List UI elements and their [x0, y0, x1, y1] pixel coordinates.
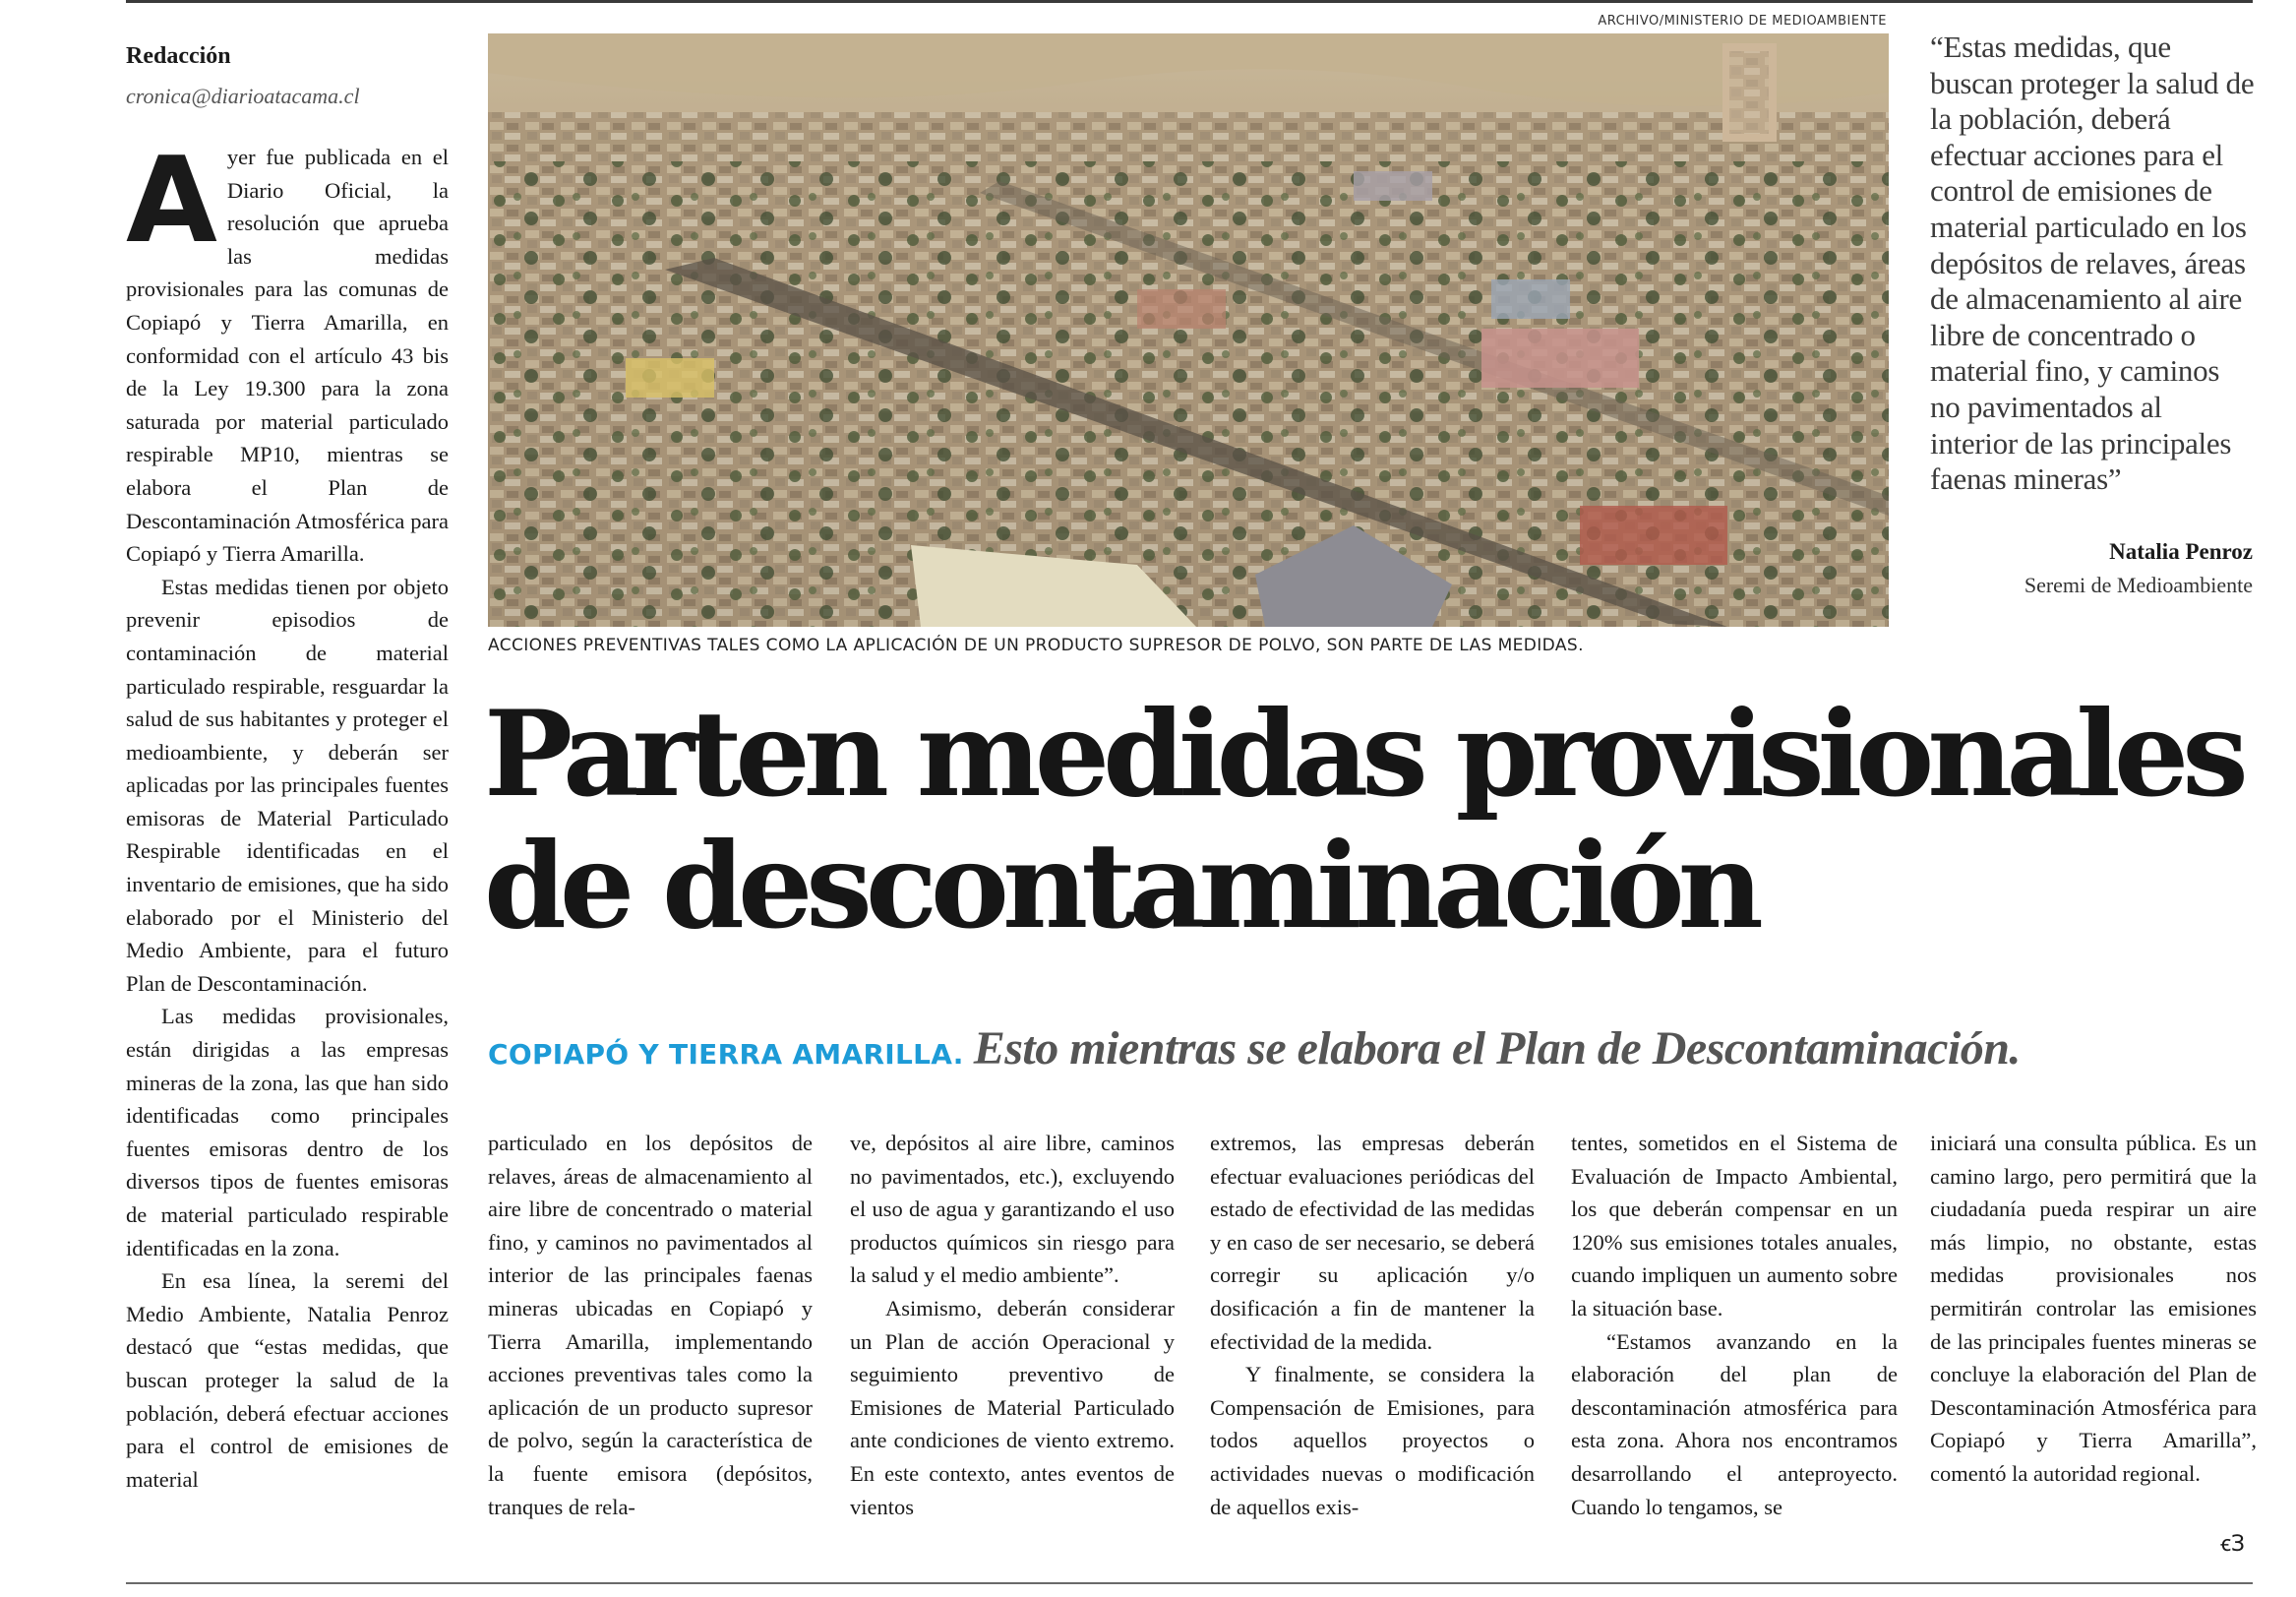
paragraph: particulado en los depósitos de relaves, áreas de almacenamiento al aire libre de concentrado o material fino, y caminos no pavimentados al interior de las principales faenas mineras ubicadas en Copiapó y Tierra Amarilla, implementando acciones preventivas tales como la aplicación de un producto supresor de polvo, según la característica de la fuente emisora (depósitos, tranques de rela- — [488, 1131, 813, 1519]
end-mark-icon: ꞓЗ — [2220, 1532, 2245, 1557]
kicker-location: COPIAPÓ Y TIERRA AMARILLA. — [488, 1038, 964, 1071]
paragraph: Estas medidas tienen por objeto prevenir episodios de contaminación de material particulado respirable, resguardar la salud de sus habitantes y proteger el medioambiente, y deberán ser aplicadas por las principales fuentes emisoras de Material Particulado Respirable identificadas en el inventario de emisiones, que ha sido elaborado por el Ministerio del Medio Ambiente, para el futuro Plan de Descontaminación. — [126, 574, 449, 996]
paragraph: tentes, sometidos en el Sistema de Evaluación de Impacto Ambiental, los que deberán compensar en un 120% sus emisiones totales anuales, cuando impliquen un aumento sobre la situación base. — [1571, 1131, 1898, 1321]
deck-subtitle: Esto mientras se elabora el Plan de Descontaminación. — [973, 1022, 2021, 1075]
photo-caption: ACCIONES PREVENTIVAS TALES COMO LA APLICACIÓN DE UN PRODUCTO SUPRESOR DE POLVO, SON PARTE DE LAS MEDIDAS. — [488, 636, 1584, 655]
headline-line-2: de descontaminación — [484, 817, 1757, 955]
lead-paragraph: Ayer fue publicada en el Diario Oficial, la resolución que aprueba las medidas provisionales para las comunas de Copiapó y Tierra Amarilla, en conformidad con el artículo 43 bis de la Ley 19.300 para la zona saturada por material particulado respirable MP10, mientras se elabora el Plan de Descontaminación Atmosférica para Copiapó y Tierra Amarilla. — [126, 133, 449, 567]
quote-author-role: Seremi de Medioambiente — [2024, 573, 2253, 597]
paragraph: En esa línea, la seremi del Medio Ambiente, Natalia Penroz destacó que “estas medidas, que buscan proteger la salud de la población, deberá efectuar acciones para el control de emisiones de material — [126, 1268, 449, 1492]
body-column-4 — [1210, 1127, 1535, 1523]
headline-line-1: Parten medidas provisionales — [484, 685, 2242, 824]
paragraph: ve, depósitos al aire libre, caminos no pavimentados, etc.), excluyendo el uso de agua y garantizando el uso productos químicos sin riesgo para la salud y el medio ambiente”. — [850, 1131, 1175, 1288]
bottom-rule — [126, 1582, 2253, 1584]
paragraph: iniciará una consulta pública. Es un camino largo, pero permitirá que la ciudadanía pueda respirar un aire más limpio, no obstante, estas medidas provisionales nos permitirán controlar las emisiones de las principales fuentes mineras se concluye la elaboración del Plan de Descontaminación Atmosférica para Copiapó y Tierra Amarilla”, comentó la autoridad regional. — [1930, 1131, 2257, 1486]
body-column-3 — [850, 1127, 1175, 1523]
body-column-6 — [1930, 1127, 2257, 1491]
photo-credit: ARCHIVO/MINISTERIO DE MEDIOAMBIENTE — [1598, 14, 1887, 29]
byline — [126, 43, 360, 109]
body-column-1 — [126, 133, 449, 1496]
paragraph: Asimismo, deberán considerar un Plan de acción Operacional y seguimiento preventivo de Emisiones de Material Particulado ante condiciones de viento extremo. En este contexto, antes eventos de vientos — [850, 1295, 1175, 1519]
body-column-2 — [488, 1127, 813, 1523]
headline — [484, 685, 2242, 955]
paragraph: Las medidas provisionales, están dirigidas a las empresas mineras de la zona, las que han sido identificadas como principales fuentes emisoras dentro de los diversos tipos de fuentes emisoras de material particulado respirable identificadas en la zona. — [126, 1004, 449, 1260]
paragraph: extremos, las empresas deberán efectuar evaluaciones periódicas del estado de efectividad de las medidas y en caso de ser necesario, se deberá corregir su aplicación y/o dosificación a fin de mantener la efectividad de la medida. — [1210, 1131, 1535, 1354]
kicker — [488, 1021, 2021, 1075]
drop-cap: A — [126, 133, 217, 270]
top-rule — [126, 0, 2253, 3]
pull-quote: “Estas medidas, que buscan proteger la salud de la población, deberá efectuar acciones para el control de emisiones de material particulado en los depósitos de relaves, áreas de almacenamiento al aire libre de concentrado o material fino, y caminos no pavimentados al interior de las principales faenas mineras” — [1930, 30, 2255, 497]
city-aerial-photo — [488, 33, 1889, 627]
body-column-5 — [1571, 1127, 1898, 1523]
byline-email: cronica@diarioatacama.cl — [126, 84, 360, 108]
paragraph: Y finalmente, se considera la Compensación de Emisiones, para todos aquellos proyectos o actividades nuevas o modificación de aquellos exis- — [1210, 1362, 1535, 1519]
byline-author: Redacción — [126, 43, 231, 69]
quote-author: Natalia Penroz — [2109, 539, 2253, 564]
paragraph: “Estamos avanzando en la elaboración del plan de descontaminación atmosférica para esta zona. Ahora nos encontramos desarrollando el anteproyecto. Cuando lo tengamos, se — [1571, 1328, 1898, 1519]
